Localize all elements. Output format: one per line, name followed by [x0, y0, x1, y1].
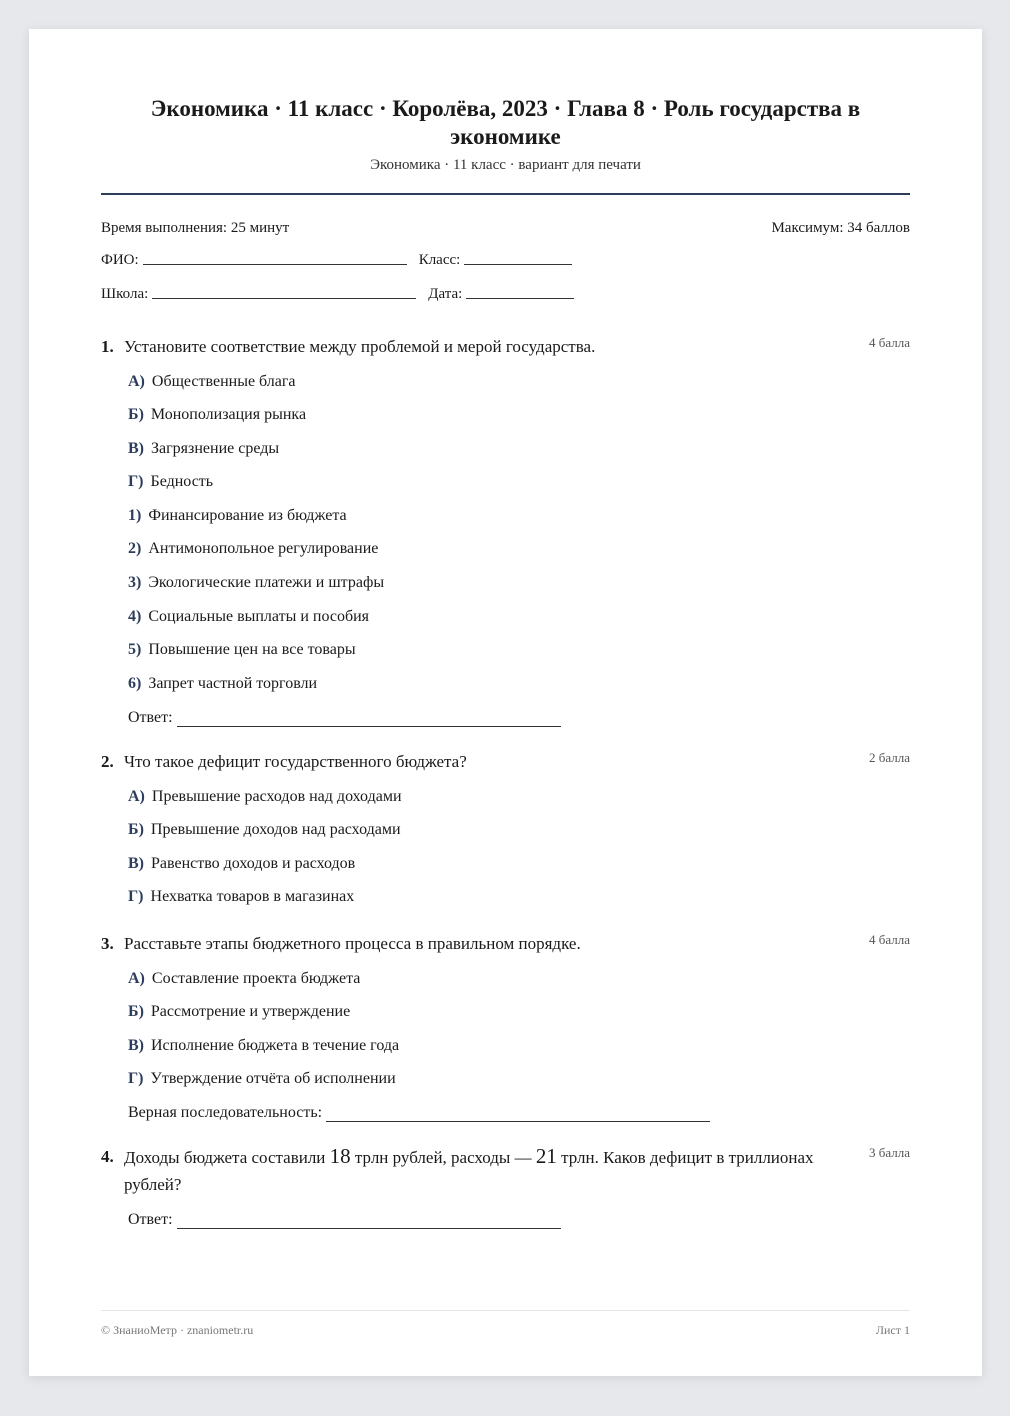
option-letter: А): [128, 788, 145, 805]
option-letter: 6): [128, 675, 142, 692]
option-letter: А): [128, 970, 145, 987]
question-4: [101, 1143, 910, 1228]
option-text: Исполнение бюджета в течение года: [151, 1037, 400, 1054]
option-text: Антимонопольное регулирование: [148, 540, 379, 557]
footer-page-number: Лист 1: [875, 1323, 910, 1337]
question-text-part: трлн. Каков дефицит в триллионах рублей?: [124, 1148, 814, 1194]
page-title: Экономика · 11 класс · Королёва, 2023 · Глава 8 · Роль государства в экономике: [150, 96, 861, 149]
max-score: Максимум: 34 баллов: [771, 220, 910, 236]
question-1: [101, 333, 910, 726]
school-row: [101, 286, 910, 303]
option-letter: 1): [128, 507, 142, 524]
fio-field[interactable]: [143, 263, 407, 265]
option: [128, 608, 369, 626]
option-letter: В): [128, 1037, 144, 1054]
question-text: Что такое дефицит государственного бюджета?: [124, 752, 467, 771]
option-text: Монополизация рынка: [150, 406, 307, 423]
meta-row: [101, 220, 910, 237]
fio-row: [101, 252, 910, 269]
answer-field[interactable]: [177, 1212, 561, 1229]
option: [128, 821, 401, 839]
option-text: Общественные блага: [151, 373, 296, 390]
option-letter: Г): [128, 888, 144, 905]
option: [128, 540, 378, 558]
footer-copyright: © ЗнаниоМетр · znaniometr.ru: [101, 1323, 254, 1337]
option-text: Повышение цен на все товары: [148, 641, 356, 658]
option: [128, 675, 317, 693]
footer: [101, 1323, 910, 1338]
answer-row: [128, 1104, 710, 1122]
question-text: Установите соответствие между проблемой и мерой государства.: [124, 337, 596, 356]
question-number-value: 18: [329, 1144, 351, 1168]
option: [128, 888, 354, 906]
date-label: Дата:: [428, 286, 463, 302]
question-points: 4 балла: [869, 335, 910, 350]
option-text: Финансирование из бюджета: [148, 507, 347, 524]
option-text: Равенство доходов и расходов: [151, 855, 356, 872]
answer-field[interactable]: [177, 710, 561, 727]
option-letter: Г): [128, 473, 144, 490]
option: [128, 1037, 399, 1055]
class-label: Класс:: [418, 252, 461, 268]
question-2-head: [101, 748, 910, 775]
option-text: Загрязнение среды: [151, 440, 280, 457]
option-letter: Б): [128, 406, 144, 423]
option-text: Рассмотрение и утверждение: [150, 1003, 351, 1020]
question-text: Расставьте этапы бюджетного процесса в правильном порядке.: [124, 934, 581, 953]
option-letter: А): [128, 373, 145, 390]
option-text: Социальные выплаты и пособия: [148, 608, 370, 625]
option: [128, 473, 213, 491]
option: [128, 855, 355, 873]
header-divider: [101, 193, 910, 195]
question-4-head: [101, 1143, 910, 1198]
question-1-head: [101, 333, 910, 360]
question-points: 2 балла: [869, 750, 910, 765]
option-letter: Б): [128, 821, 144, 838]
option-letter: Б): [128, 1003, 144, 1020]
option: [128, 1070, 396, 1088]
option: [128, 970, 360, 988]
option-letter: 5): [128, 641, 142, 658]
date-field[interactable]: [466, 297, 574, 299]
option-letter: В): [128, 855, 144, 872]
school-field[interactable]: [152, 297, 416, 299]
question-text-part: трлн рублей, расходы —: [350, 1148, 536, 1167]
worksheet-page: [29, 29, 982, 1376]
class-field[interactable]: [464, 263, 572, 265]
school-label: Школа:: [101, 286, 149, 302]
question-2: [101, 748, 910, 905]
page-subtitle: Экономика · 11 класс · вариант для печати: [370, 157, 641, 173]
question-3-head: [101, 930, 910, 957]
answer-field[interactable]: [326, 1105, 710, 1122]
option-text: Превышение доходов над расходами: [150, 821, 401, 838]
option-letter: 4): [128, 608, 142, 625]
answer-row: [128, 1211, 561, 1229]
option-letter: 2): [128, 540, 142, 557]
option-letter: Г): [128, 1070, 144, 1087]
option: [128, 641, 356, 659]
fio-label: ФИО:: [101, 252, 139, 268]
option: [128, 788, 402, 806]
footer-divider: [101, 1310, 910, 1311]
option: [128, 1003, 350, 1021]
option-letter: 3): [128, 574, 142, 591]
question-points: 4 балла: [869, 932, 910, 947]
question-text-part: Доходы бюджета составили: [124, 1148, 330, 1167]
answer-label: Верная последовательность:: [128, 1104, 323, 1121]
option: [128, 507, 347, 525]
question-number: 3.: [101, 934, 114, 953]
option: [128, 406, 306, 424]
option-text: Бедность: [150, 473, 214, 490]
option: [128, 574, 384, 592]
option-text: Экологические платежи и штрафы: [148, 574, 385, 591]
option-text: Запрет частной торговли: [148, 675, 318, 692]
question-3: [101, 930, 910, 1121]
question-number: 2.: [101, 752, 114, 771]
answer-label: Ответ:: [128, 1211, 173, 1228]
question-points: 3 балла: [869, 1145, 910, 1160]
answer-label: Ответ:: [128, 709, 173, 726]
option-text: Составление проекта бюджета: [151, 970, 361, 987]
answer-row: [128, 709, 561, 727]
option-letter: В): [128, 440, 144, 457]
question-number: 1.: [101, 337, 114, 356]
option: [128, 373, 296, 391]
option: [128, 440, 279, 458]
question-number-value: 21: [535, 1144, 557, 1168]
question-number: 4.: [101, 1147, 114, 1166]
option-text: Утверждение отчёта об исполнении: [150, 1070, 396, 1087]
option-text: Нехватка товаров в магазинах: [150, 888, 355, 905]
option-text: Превышение расходов над доходами: [151, 788, 402, 805]
time-limit: Время выполнения: 25 минут: [101, 220, 290, 236]
